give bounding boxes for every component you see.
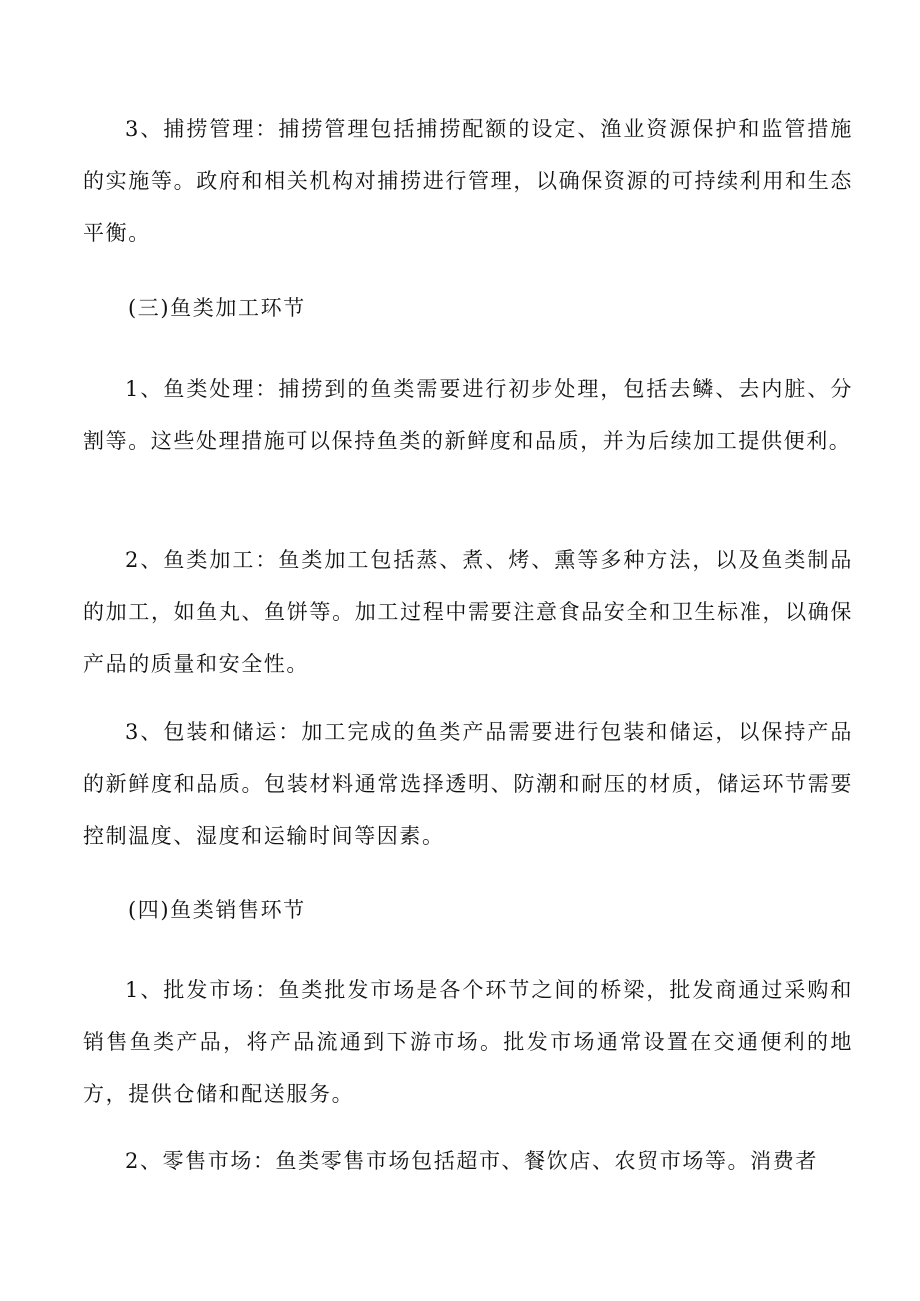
paragraph-fishing-management: 3、捕捞管理：捕捞管理包括捕捞配额的设定、渔业资源保护和监管措施的实施等。政府和相关机构对捕捞进行管理，以确保资源的可持续利用和生态平衡。 <box>83 117 853 245</box>
section-heading-sales: (四)鱼类销售环节 <box>128 898 306 922</box>
paragraph-retail-market: 2、零售市场：鱼类零售市场包括超市、餐饮店、农贸市场等。消费者 <box>125 1149 818 1173</box>
paragraph-fish-handling: 1、鱼类处理：捕捞到的鱼类需要进行初步处理，包括去鳞、去内脏、分割等。这些处理措施可以保持鱼类的新鲜度和品质，并为后续加工提供便利。 <box>83 377 853 453</box>
paragraph-wholesale-market: 1、批发市场：鱼类批发市场是各个环节之间的桥梁，批发商通过采购和销售鱼类产品，将产品流通到下游市场。批发市场通常设置在交通便利的地方，提供仓储和配送服务。 <box>83 978 853 1106</box>
paragraph-fish-processing: 2、鱼类加工：鱼类加工包括蒸、煮、烤、熏等多种方法，以及鱼类制品的加工，如鱼丸、鱼饼等。加工过程中需要注意食品安全和卫生标准，以确保产品的质量和安全性。 <box>83 548 853 676</box>
paragraph-packaging-storage: 3、包装和储运：加工完成的鱼类产品需要进行包装和储运，以保持产品的新鲜度和品质。包装材料通常选择透明、防潮和耐压的材质，储运环节需要控制温度、湿度和运输时间等因素。 <box>83 720 853 848</box>
section-heading-processing: (三)鱼类加工环节 <box>128 296 306 320</box>
